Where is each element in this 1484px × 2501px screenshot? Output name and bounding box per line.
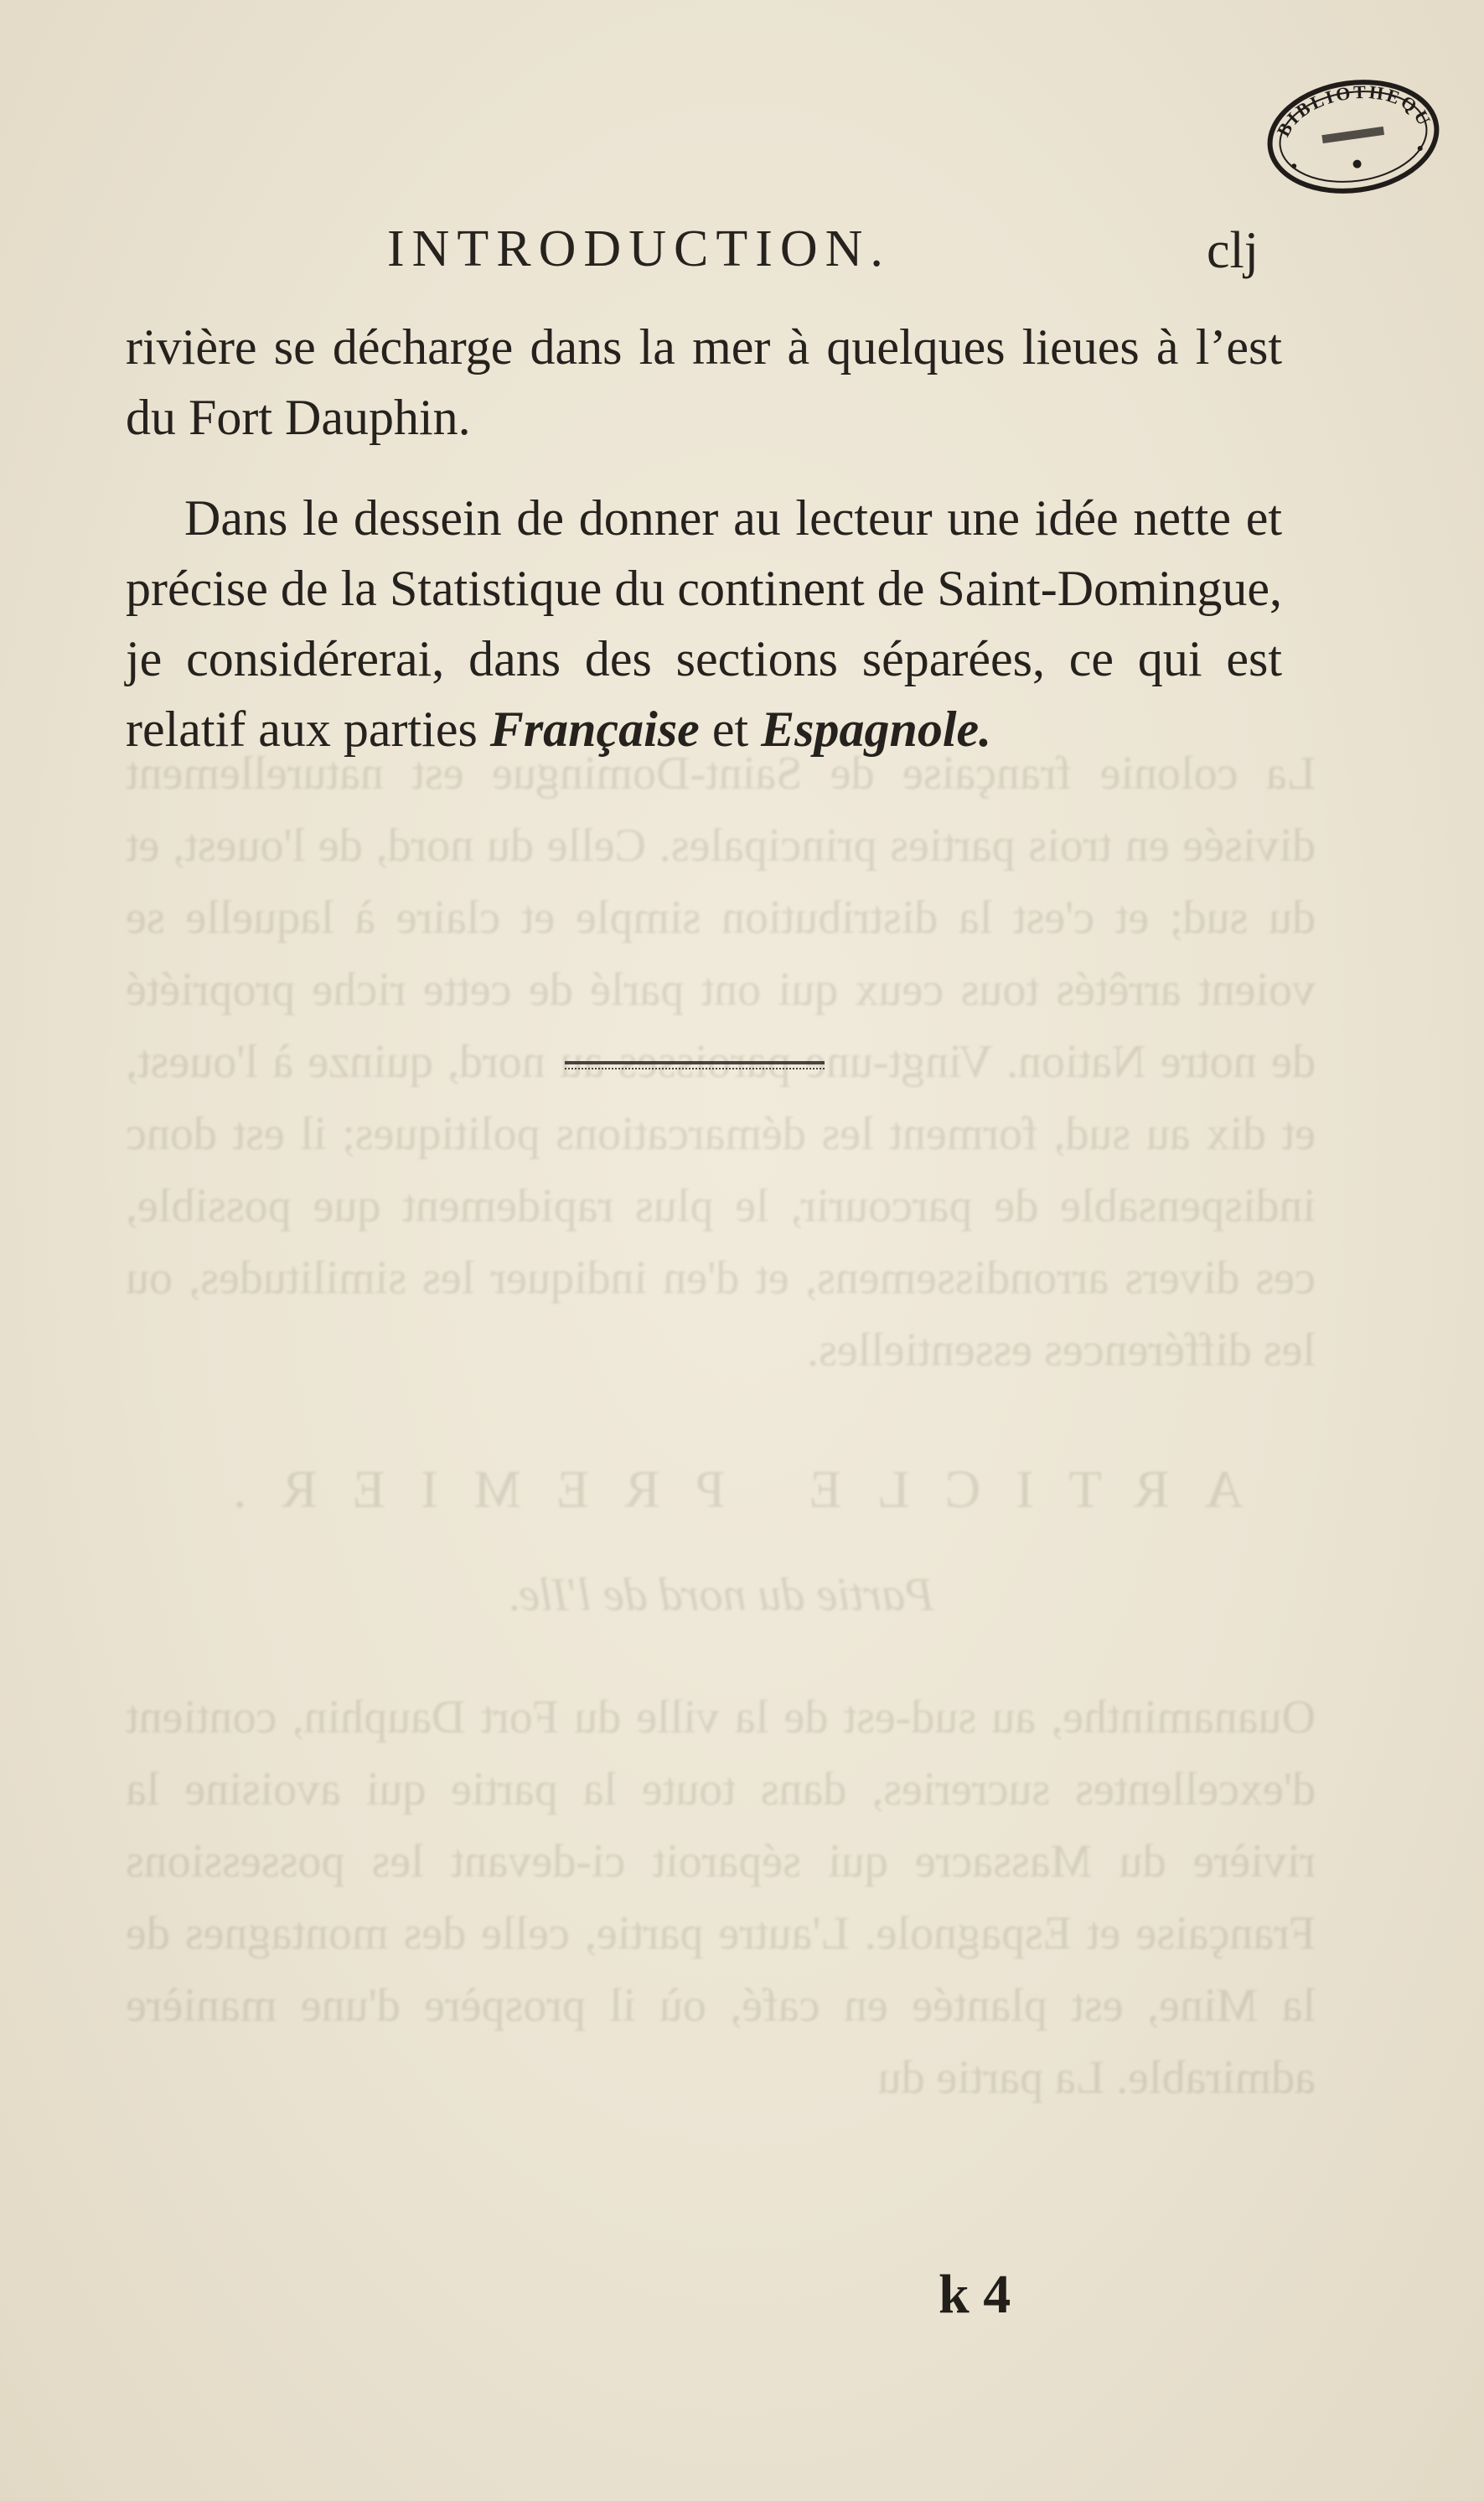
body-text	[126, 312, 1282, 764]
show-through-text: La colonie française de Saint-Domingue est naturellement divisée en trois parties principales. Celle du nord, de l'ouest, et du sud; et c'est la distribution simple et claire à laquelle se voient arrêtés tous ceux qui ont parlé de cette riche propriété de notre Nation. Vingt-une paroisses au nord, quinze à l'ouest, et dix au sud, forment les démarcations politiques; il est donc indispensable de parcourir, le plus rapidement que possible, ces divers arrondissemens, et d'en indiquer les similitudes, ou les différences essentielles. ARTICLE PREMIER. Partie du nord de l'Ile. Ouanaminthe, au sud-est de la ville du Fort Dauphin, contient d'excellentes sucreries, dans toute la partie qui avoisine la rivière du Massacre qui séparoit ci-devant les possessions Française et Espagnole. L'autre partie, celle des montagnes de la Mine, est plantée en café, où il prospère d'une manière admirable. La partie du	[126, 748, 1316, 2104]
continued-paragraph	[126, 312, 1282, 453]
paragraph	[126, 483, 1282, 764]
section-divider-rule	[565, 1061, 825, 1069]
signature-mark: k 4	[938, 2264, 1011, 2325]
italic-term: Espagnole.	[761, 702, 992, 757]
text-run: et	[699, 702, 762, 757]
italic-term: Française	[489, 702, 700, 757]
svg-text:BIBLIOTHEQUE: BIBLIOTHEQUE	[1272, 80, 1436, 141]
text-run: Dans le dessein de donner au lecteur une idée nette et précise de la Statistique du continent de Saint-Domingue, je considérerai, dans des sections séparées, ce qui est relatif aux parties	[126, 490, 1282, 757]
library-stamp	[1257, 65, 1450, 208]
running-head: INTRODUCTION.	[387, 220, 891, 277]
page-number: clj	[1207, 222, 1259, 279]
page-header	[0, 220, 1484, 287]
text-run: rivière se décharge dans la mer à quelques lieues à l’est du Fort Dauphin.	[126, 319, 1282, 445]
